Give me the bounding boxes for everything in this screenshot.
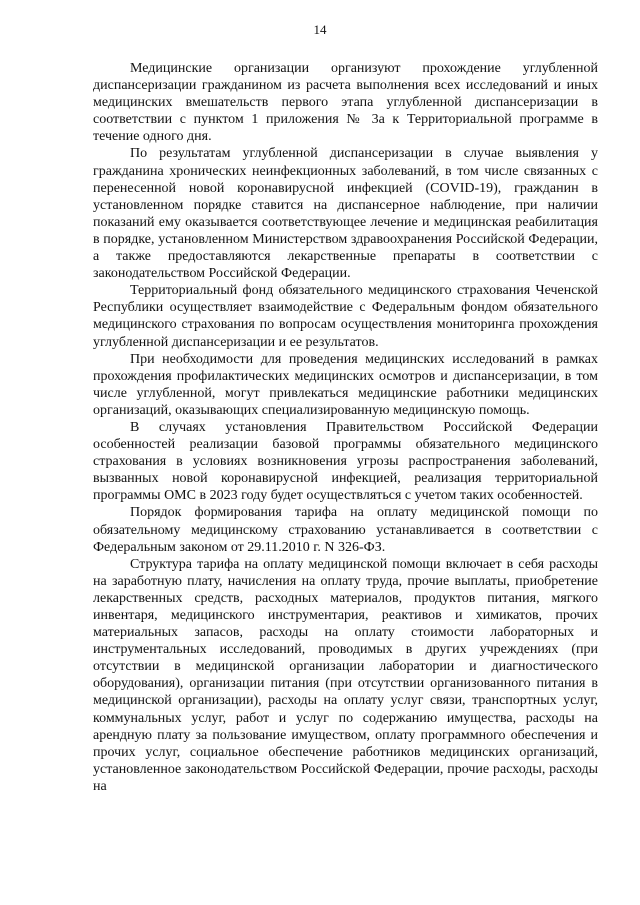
paragraph-coronavirus-specifics: В случаях установления Правительством Российской Федерации особенностей реализации базовой программы обязательного медицинского страхования в условиях возникновения угрозы распространения заболеваний, вызванных новой коронавирусной инфекцией, реализация территориальной программы ОМС в 2023 году будет осуществляться с учетом таких особенностей. (93, 419, 598, 504)
paragraph-deep-dispensary-results: По результатам углубленной диспансеризации в случае выявления у гражданина хронических неинфекционных заболеваний, в том числе связанных с перенесенной новой коронавирусной инфекцией (COVID-19), гражданин в установленном порядке ставится на диспансерное наблюдение, при наличии показаний ему оказывается соответствующее лечение и медицинская реабилитация в порядке, установленном Министерством здравоохранения Российской Федерации, а также предоставляются лекарственные препараты в соответствии с законодательством Российской Федерации. (93, 146, 598, 282)
paragraph-medical-staff-involvement: При необходимости для проведения медицинских исследований в рамках прохождения профилактических медицинских осмотров и диспансеризации, в том числе углубленной, могут привлекаться медицинские работники медицинских организаций, оказывающих специализированную медицинскую помощь. (93, 351, 598, 418)
paragraph-tariff-formation: Порядок формирования тарифа на оплату медицинской помощи по обязательному медицинскому страхованию устанавливается в соответствии с Федеральным законом от 29.11.2010 г. N 326-ФЗ. (93, 505, 598, 555)
paragraph-deep-dispensary-organization: Медицинские организации организуют прохождение углубленной диспансеризации гражданином из расчета выполнения всех исследований и иных медицинских вмешательств первого этапа углубленной диспансеризации в соответствии с пунктом 1 приложения № 3а к Территориальной программе в течение одного дня. (93, 61, 598, 145)
paragraph-tfoms-interaction: Территориальный фонд обязательного медицинского страхования Чеченской Республики осуществляет взаимодействие с Федеральным фондом обязательного медицинского страхования по вопросам осуществления мониторинга прохождения углубленной диспансеризации и ее результатов. (93, 283, 598, 350)
page-number: 14 (313, 22, 327, 37)
paragraph-tariff-structure: Структура тарифа на оплату медицинской помощи включает в себя расходы на заработную плату, начисления на оплату труда, прочие выплаты, приобретение лекарственных средств, расходных материалов, продуктов питания, мягкого инвентаря, медицинского инструментария, реактивов и химикатов, прочих материальных запасов, расходы на оплату стоимости лабораторных и инструментальных исследований, проводимых в других учреждениях (при отсутствии в медицинской организации лаборатории и диагностического оборудования), организации питания (при отсутствии организованного питания в медицинской организации), расходы на оплату услуг связи, транспортных услуг, коммунальных услуг, работ и услуг по содержанию имущества, расходы на арендную плату за пользование имуществом, оплату программного обеспечения и прочих услуг, социальное обеспечение работников медицинских организаций, установленное законодательством Российской Федерации, прочие расходы, расходы на (93, 556, 598, 794)
document-body (93, 60, 598, 795)
